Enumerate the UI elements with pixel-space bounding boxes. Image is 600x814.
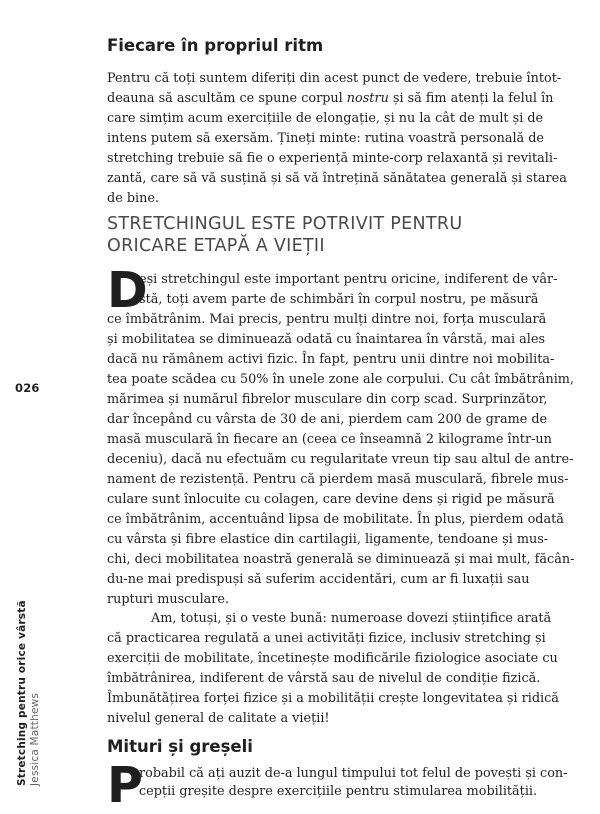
text-line: Îmbunătățirea forței fizice și a mobilității crește longevitatea și ridică: [107, 691, 559, 706]
text-line: deceniu), dacă nu efectuăm cu regularitate vreun tip sau altul de antre-: [107, 452, 574, 467]
text-line: stă, toți avem parte de schimbări în corpul nostru, pe măsură: [139, 292, 539, 307]
text-line: nament de rezistență. Pentru că pierdem masă musculară, fibrele mus-: [107, 472, 569, 487]
text-line: chi, deci mobilitatea noastră generală se diminuează și mai mult, făcân-: [107, 552, 575, 567]
text-line: stretching trebuie să fie o experiență minte-corp relaxantă și revitali-: [107, 151, 558, 166]
text-line: rupturi musculare.: [107, 592, 230, 607]
text-line: nivelul general de calitate a vieții!: [107, 711, 330, 726]
text-line: că practicarea regulată a unei activități fizice, inclusiv stretching și: [107, 631, 546, 646]
drop-cap: P: [107, 757, 143, 814]
author-name: Jessica Matthews: [29, 692, 41, 786]
text-line: ce îmbătrânim, accentuând lipsa de mobilitate. În plus, pierdem odată: [107, 512, 564, 527]
section-heading-own-pace: Fiecare în propriul ritm: [107, 36, 324, 55]
text-line: culare sunt înlocuite cu colagen, care devine dens și rigid pe măsură: [107, 492, 555, 507]
section-heading-caps-line-1: STRETCHINGUL ESTE POTRIVIT PENTRU: [107, 214, 463, 234]
text-line: du-ne mai predispuși să suferim accidentări, cum ar fi luxații sau: [107, 572, 530, 587]
emphasis: nostru: [346, 91, 389, 106]
text-line: Am, totuși, și o veste bună: numeroase dovezi științifice arată: [151, 611, 552, 626]
text-line: mărimea și numărul fibrelor musculare din corp scad. Surprinzător,: [107, 392, 548, 407]
text-line: care simțim acum exercițiile de elongație, și nu la cât de mult și de: [107, 111, 544, 126]
text-line: exerciții de mobilitate, încetinește modificările fiziologice asociate cu: [107, 651, 558, 666]
text-line: dar începând cu vârsta de 30 de ani, pierdem cam 200 de grame de: [107, 412, 548, 427]
text-line: zantă, care să vă susțină și să vă întrețină sănătatea generală și starea: [107, 171, 567, 186]
text-line: cepții greșite despre exercițiile pentru stimularea mobilității.: [139, 784, 538, 799]
text-line: de bine.: [107, 191, 159, 206]
text-line: tea poate scădea cu 50% în unele zone ale corpului. Cu cât îmbătrânim,: [107, 372, 574, 387]
text-line: Pentru că toți suntem diferiți din acest punct de vedere, trebuie întot-: [107, 71, 562, 86]
text-line: robabil că ați auzit de-a lungul timpului tot felul de povești și con-: [139, 766, 568, 781]
page-number: 026: [15, 381, 40, 395]
side-caption: [16, 600, 42, 786]
text-line: dacă nu rămânem activi fizic. În fapt, pentru unii dintre noi mobilita-: [107, 352, 555, 367]
text-line: deauna să ascultăm ce spune corpul nostru și să fim atenți la felul în: [107, 91, 554, 106]
text-line: și mobilitatea se diminuează odată cu înaintarea în vârstă, mai ales: [107, 332, 546, 347]
section-heading-myths: Mituri și greșeli: [107, 737, 253, 756]
text-line: îmbătrânirea, indiferent de vârstă sau de nivelul de condiție fizică.: [107, 671, 541, 686]
text-line: cu vârsta și fibre elastice din cartilagii, ligamente, tendoane și mus-: [107, 532, 549, 547]
text-line: masă musculară în fiecare an (ceea ce înseamnă 2 kilograme într-un: [107, 432, 552, 447]
drop-cap: D: [107, 262, 148, 319]
text-line: intens putem să exersăm. Țineți minte: rutina voastră personală de: [107, 131, 544, 146]
book-title: Stretching pentru orice vârstă: [16, 600, 28, 786]
text-line: ce îmbătrânim. Mai precis, pentru mulți dintre noi, forța musculară: [107, 312, 547, 327]
text-line: eși stretchingul este important pentru oricine, indiferent de vâr-: [139, 272, 558, 287]
section-heading-caps-line-2: ORICARE ETAPĂ A VIEȚII: [107, 236, 325, 256]
